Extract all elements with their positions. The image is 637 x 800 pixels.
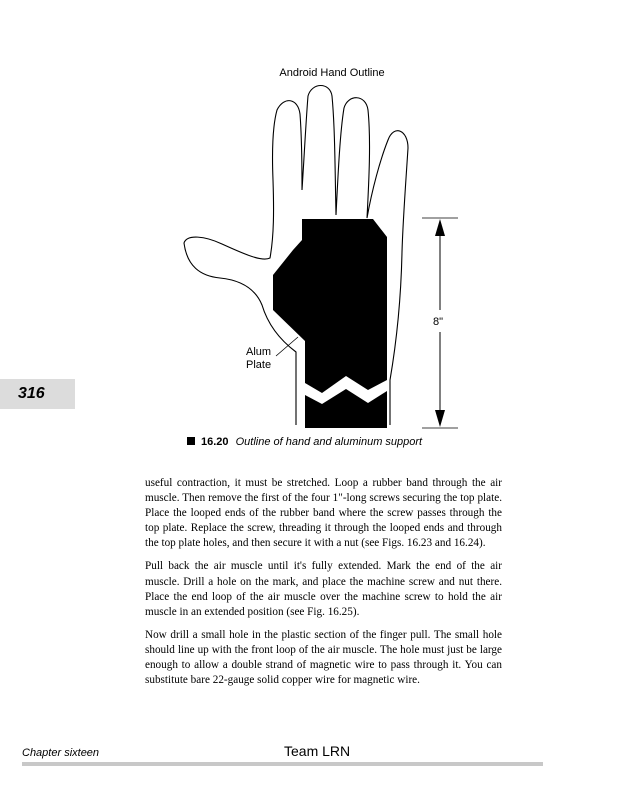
body-text: [145, 476, 502, 696]
caption-square-icon: [187, 437, 195, 445]
dimension-label: 8": [433, 316, 444, 328]
paragraph: Pull back the air muscle until it's fully extended. Mark the end of the air muscle. Drill a hole on the mark, and place the machine screw and nut there. Place the end loop of the air muscle over the machine screw to hold the air muscle in an extended position (see Fig. 16.25).: [145, 560, 502, 618]
plate-label: [246, 346, 271, 372]
caption-text: Outline of hand and aluminum support: [235, 436, 423, 448]
aluminum-plate-upper: [273, 219, 387, 393]
aluminum-plate-lower: [305, 389, 387, 428]
footer-chapter: Chapter sixteen: [22, 747, 100, 759]
paragraph: Now drill a small hole in the plastic section of the finger pull. The small hole should line up with the front loop of the air muscle. The hole must just be large enough to allow a double strand of magnetic wire to pass through it. You can substitute bare 22-gauge solid copper wire for magnetic wire.: [145, 628, 502, 687]
dimension-arrow-up: [435, 219, 445, 236]
page-number: 316: [18, 385, 45, 402]
figure-title: Android Hand Outline: [279, 67, 385, 79]
page-number-tab: [0, 379, 75, 409]
plate-label-line2: Plate: [246, 359, 272, 371]
plate-label-line1: Alum: [246, 346, 272, 358]
footer-watermark: Team LRN: [284, 743, 351, 759]
footer-rule: [22, 762, 543, 766]
dimension-arrow-down: [435, 410, 445, 427]
caption-number: 16.20: [201, 436, 229, 448]
plate-leader-line: [276, 337, 298, 356]
figure-caption: [187, 436, 422, 448]
paragraph: useful contraction, it must be stretched. Loop a rubber band through the air muscle. Then remove the first of the four 1"-long screws securing the top plate. Place the looped ends of the rubber band where the screw passes through the top plate. Replace the screw, threading it through the looped ends and through the top plate holes, and then secure it with a nut (see Figs. 16.23 and 16.24).: [145, 477, 502, 550]
